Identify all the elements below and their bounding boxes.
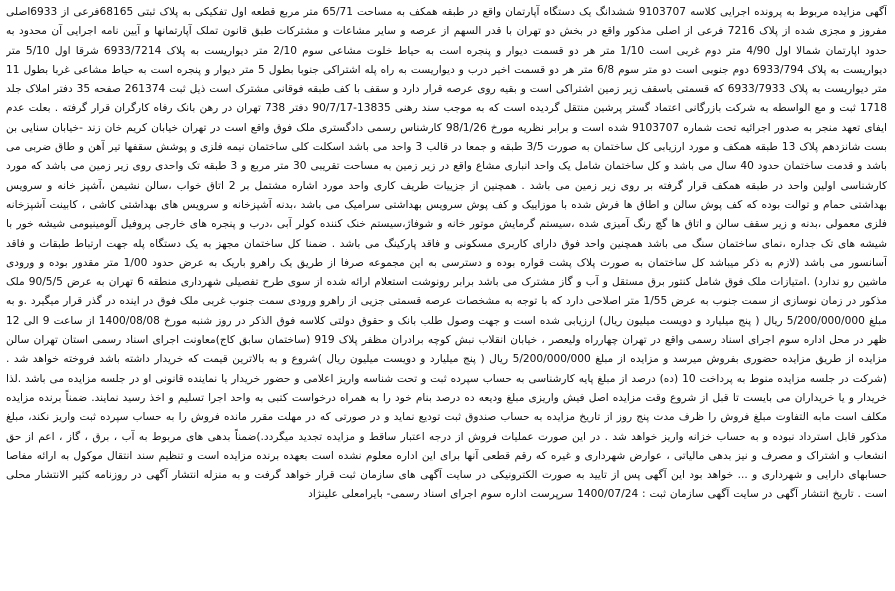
auction-notice-text: آگهی مزایده مربوط به پرونده اجرایی کلاسه 9103707 ششدانگ یک دستگاه آپارتمان واقع در طبقه همکف به مساحت 65/71 متر مربع قطعه اول تفکیکی به پلاک ثبتی 68165فرعی از 6933اصلی مفروز و مجزی شده از پلاک 7216 فرعی از اصلی مذکور واقع در بخش دو تهران با قدر السهم از عرصه و سایر مشاعات و مشترکات طبق قانون تملک آپارتمانها و آیین نامه اجرایی آن محدود به حدود اپارتمان شمالا اول 4/90 متر دوم غربی است 1/10 متر هر دو قسمت دیوار و پنجره است به حیاط خلوت مشاعی سوم 2/10 متر دیواریست به پلاک 6933/7214 شرقا اول 5/10 متر دیواریست به پلاک 6933/794 دوم جنوبی است دو متر سوم 6/8 متر هر دو قسمت اخیر درب و دیواریست به راه پله اشتراکی جنوبا بطول 5 متر دیوار و پنجره است به حیاط مشاعی غربا بطول 11 متر دیواریست به پلاک 6933/7933 که قسمتی باسقف زیر زمین اشتراکی است و بقیه روی عرصه قرار دارد و سقف با کف طبقه فوقانی مشترک است ذیل ثبت 261374 صفحه 35 دفتر املاک جلد 1718 ثبت و مع الواسطه به شرکت بازرگانی اعتماد گستر پرشین منتقل گردیده است که به موجب سند رهنی 13835-90/7/17 دفتر 738 تهران در رهن بانک رفاه کارگران قرار گرفته . بعلت عدم ایفای تعهد منجر به صدور اجرائیه تحت شماره 9103707 شده است و برابر نظریه مورخ 98/1/26 کارشناس رسمی دادگستری ملک فوق واقع است در تهران خیابان کریم خان زند -خیابان سنایی بن بست شانزدهم پلاک 13 طبقه همکف و مورد ارزیابی کل ساختمان به صورت 3/5 طبقه و جمعا در قالب 3 واحد می باشد اسکلت کلی ساختمان نیمه فلزی و پوشش سقفها تیر آهن و طاق ضربی می باشد و قدمت ساختمان حدود 40 سال می باشد و کل ساختمان شامل یک واحد انباری مشاع واقع در زیر زمین به مساحت تقریبی 30 متر مربع و 3 طبقه تک واحدی روی زیر زمین می باشد که مورد کارشناسی اولین واحد در طبقه همکف قرار گرفته بر روی زیر زمین می باشد . همچنین از جزییات طریف کاری واحد مورد اشاره مشتمل بر 2 اتاق خواب ،سالن نشیمن ،آشپز خانه و سرویس بهداشتی حمام و توالت بوده که کف پوش سالن و اطاق ها فرش شده با موزاییک و کف پوش سرویس بهداشتی سرامیک می باشد ،بدنه آشپزخانه و سرویس های بهداشتی کاشی ، کابینت آشپزخانه فلزی معمولی ،بدنه و زیر سقف سالن و اتاق ها گچ رنگ آمیزی شده ،سیستم گرمایش موتور خانه و شوفاژ،سیستم خنک کننده کولر آبی ،درب و پنجره های خارجی پروفیل آلومینیومی شیشه خور با شیشه های تک جداره ،نمای ساختمان سنگ می باشد همچنین واحد فوق دارای کاربری مسکونی و فاقد پارکینگ می باشد . ضمنا کل ساختمان مجهز به یک دستگاه پله جهت ارتباط طبقات و فاقد آسانسور می باشد (لازم به ذکر میباشد کل ساختمان به صورت پلاک پشت قواره بوده و دسترسی به این مجموعه صرفا از طریق یک راهرو باریک به عرض حدود 1/00 متر مقدور بوده و ورودی ماشین رو ندارد) .امتیازات ملک فوق شامل کنتور برق مستقل و آب و گاز مشترک می باشد برابر رونوشت استعلام ارائه شده از سوی طرح تفصیلی شهرداری منطقه 6 تهران به عرض 90/5/5 ملک مذکور در زمان نوسازی از سمت جنوب به عرض 1/55 متر اصلاحی دارد که با توجه به مشخصات عرصه قسمتی جزیی از راهرو ورودی سمت جنوب غربی ملک فوق در اینده در گذر قرار میگیرد .و به مبلغ 5/200/000/000 ریال ( پنج میلیارد و دویست میلیون ریال) ارزیابی شده است و جهت وصول طلب بانک و حقوق دولتی کلاسه فوق الذکر در روز شنبه مورخ 1400/08/08 از ساعت 9 الی 12 ظهر در محل اداره سوم اجرای اسناد رسمی واقع در تهران چهارراه ولیعصر ، خیابان انقلاب نبش کوچه برادران مظفر پلاک 919 (ساختمان سابق کاج)معاونت اجرای اسناد رسمی استان تهران سالن مزایده از طریق مزایده حضوری بفروش میرسد و مزایده از مبلغ 5/200/000/000 ریال ( پنج میلیارد و دویست میلیون ریال )شروع و به بالاترین قیمت که خریدار داشته باشد فروخته خواهد شد . (شرکت در جلسه مزایده منوط به پرداخت 10 (ده) درصد از مبلغ پایه کارشناسی به حساب سپرده ثبت و تحت شناسه واریز اعلامی و حضور خریدار یا نماینده قانونی او در جلسه مزایده می باشد .لذا خریدار و یا خریداران می بایست تا قبل از شروع وقت مزایده اصل فیش واریزی مبلغ ودیعه ده درصد بنام خود را به همراه درخواست کتبی به واحد اجرا تسلیم و اخذ رسید نمایند. ضمناً برنده مزایده مکلف است مابه التفاوت مبلغ فروش را ظرف مدت پنج روز از تاریخ مزایده به حساب صندوق ثبت تودیع نماید و در صورتی که در مهلت مقرر مانده فروش را به حساب سپرده ثبت واریز نکند، مبلغ مذکور قابل استرداد نبوده و به حساب خزانه واریز خواهد شد . در این صورت عملیات فروش از درجه اعتبار ساقط و مزایده تجدید میگردد.)ضمناً بدهی های مربوط به آب ، برق ، گاز ، اعم از حق انشعاب و اشتراک و مصرف و نیز بدهی مالیاتی ، عوارض شهرداری و غیره که رقم قطعی آنها برای این اداره معلوم نشده است بعهده برنده مزایده است و تنظیم سند انتقال موکول به ارائه مفاصا حسابهای دارایی و شهرداری و ... خواهد بود این آگهی پس از تایید به صورت الکترونیکی در سایت آگهی های سازمان ثبت قرار خواهد گرفت و به منزله انتشار آگهی در روزنامه کثیر الانتشار محلی است . تاریخ انتشار آگهی در سایت آگهی سازمان ثبت : 1400/07/24 سرپرست اداره سوم اجرای اسناد رسمی- بایرامعلی علینژاد	[6, 6, 887, 501]
